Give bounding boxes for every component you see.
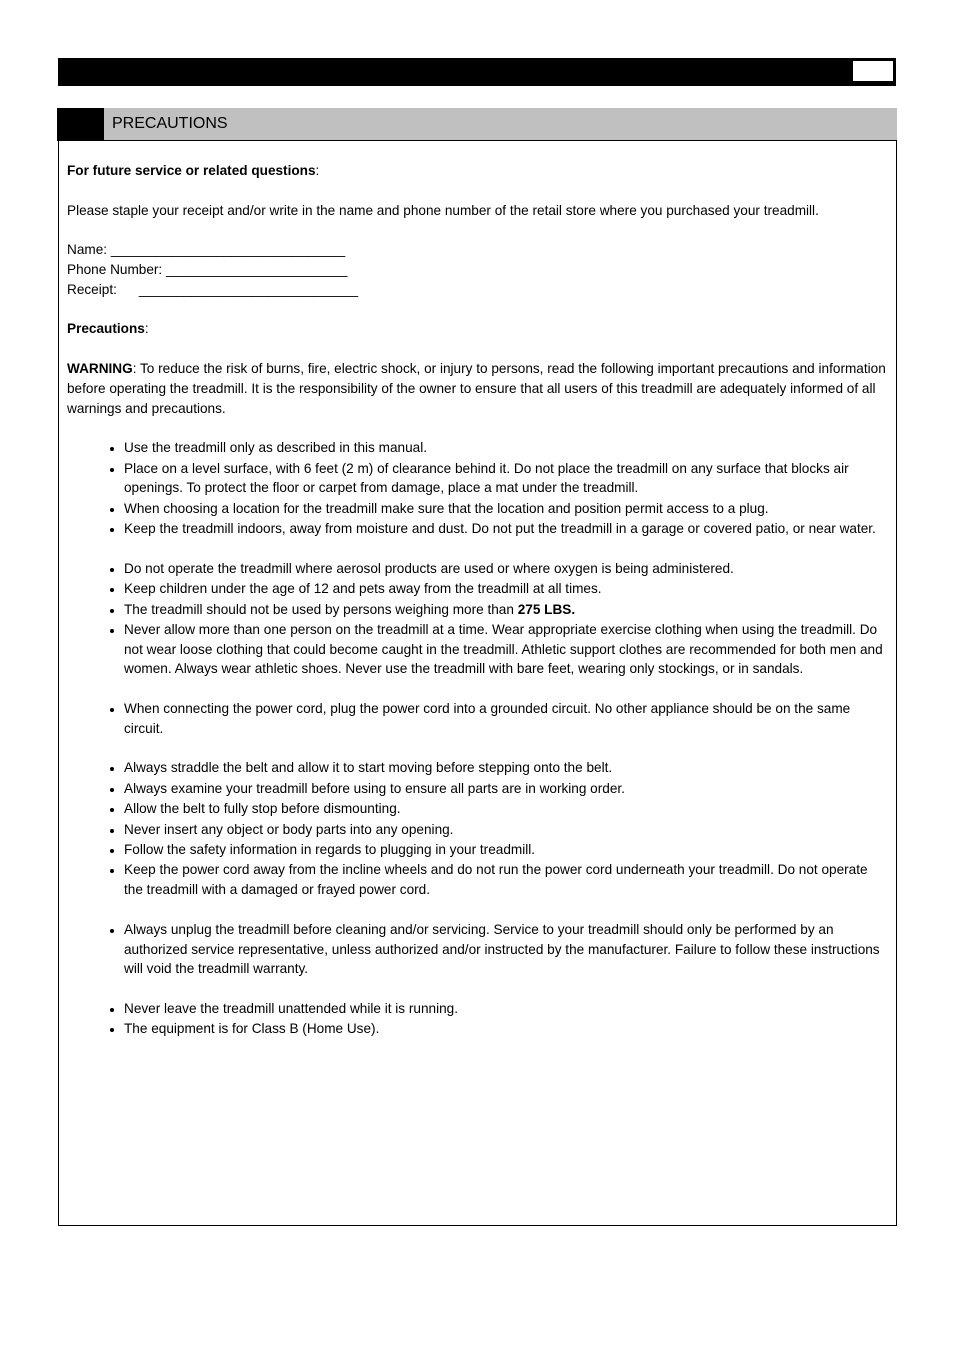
list-item: • Keep children under the age of 12 and pets away from the treadmill at all times.: [124, 579, 889, 599]
list-item: • Always unplug the treadmill before cleaning and/or servicing. Service to your treadmill should only be performed by an authorized service representative, unless authorized and/or instructed by the manufacturer. Failure to follow these instructions will void the treadmill warranty.: [124, 920, 889, 979]
list-item: • The treadmill should not be used by persons weighing more than 275 LBS.: [124, 600, 889, 620]
name-field-line: Name: _______________________________: [67, 242, 346, 258]
precaution-group: [67, 999, 889, 1039]
precaution-group: [67, 438, 889, 539]
list-item: • Never insert any object or body parts into any opening.: [124, 820, 889, 840]
phone-field-line: Phone Number: ________________________: [67, 261, 348, 277]
receipt-field-line: Receipt: _____________________________: [67, 281, 359, 297]
list-item: • Do not operate the treadmill where aerosol products are used or where oxygen is being administered.: [124, 559, 889, 579]
list-item: • Keep the power cord away from the incline wheels and do not run the power cord underneath your treadmill. Do not operate the treadmill with a damaged or frayed power cord.: [124, 860, 889, 900]
content-body: [67, 161, 889, 1040]
list-item: • Place on a level surface, with 6 feet (2 m) of clearance behind it. Do not place the treadmill on any surface that blocks air openings. To protect the floor or carpet from damage, place a mat under the treadmill.: [124, 459, 889, 499]
page-number-box: [853, 61, 893, 81]
list-item: • Never leave the treadmill unattended while it is running.: [124, 999, 889, 1019]
list-item: • Use the treadmill only as described in this manual.: [124, 438, 889, 458]
header-bar: [58, 58, 896, 86]
list-item: • Never allow more than one person on the treadmill at a time. Wear appropriate exercise clothing when using the treadmill. Do not wear loose clothing that could become caught in the treadmill. Athletic support clothes are recommended for both men and women. Always wear athletic shoes. Never use the treadmill with bare feet, wearing only stockings, or in sandals.: [124, 620, 889, 679]
precaution-group: [67, 559, 889, 680]
list-item: • When choosing a location for the treadmill make sure that the location and position permit access to a plug.: [124, 499, 889, 519]
list-item: • Allow the belt to fully stop before dismounting.: [124, 799, 889, 819]
warning-paragraph: WARNING: To reduce the risk of burns, fire, electric shock, or injury to persons, read the following important precautions and information before operating the treadmill. It is the responsibility of the owner to ensure that all users of this treadmill are adequately informed of all warnings and precautions.: [67, 360, 886, 416]
section-header-marker: [57, 108, 104, 140]
list-item: • When connecting the power cord, plug the power cord into a grounded circuit. No other appliance should be on the same circuit.: [124, 699, 889, 739]
precaution-list: [67, 438, 889, 1039]
service-instruction: Please staple your receipt and/or write in the name and phone number of the retail store where you purchased your treadmill.: [67, 202, 819, 218]
precaution-group: [67, 699, 889, 739]
list-item: • Always examine your treadmill before using to ensure all parts are in working order.: [124, 779, 889, 799]
section-header: [57, 108, 897, 141]
precaution-group: [67, 920, 889, 979]
content-box: [58, 140, 897, 1226]
precaution-group: [67, 758, 889, 900]
list-item: • Keep the treadmill indoors, away from moisture and dust. Do not put the treadmill in a garage or covered patio, or near water.: [124, 519, 889, 539]
service-heading: For future service or related questions:: [67, 163, 320, 178]
list-item: • The equipment is for Class B (Home Use).: [124, 1019, 889, 1039]
section-title: PRECAUTIONS: [112, 115, 228, 132]
precautions-heading: Precautions:: [67, 321, 149, 337]
list-item: • Follow the safety information in regards to plugging in your treadmill.: [124, 840, 889, 860]
list-item: • Always straddle the belt and allow it to start moving before stepping onto the belt.: [124, 758, 889, 778]
